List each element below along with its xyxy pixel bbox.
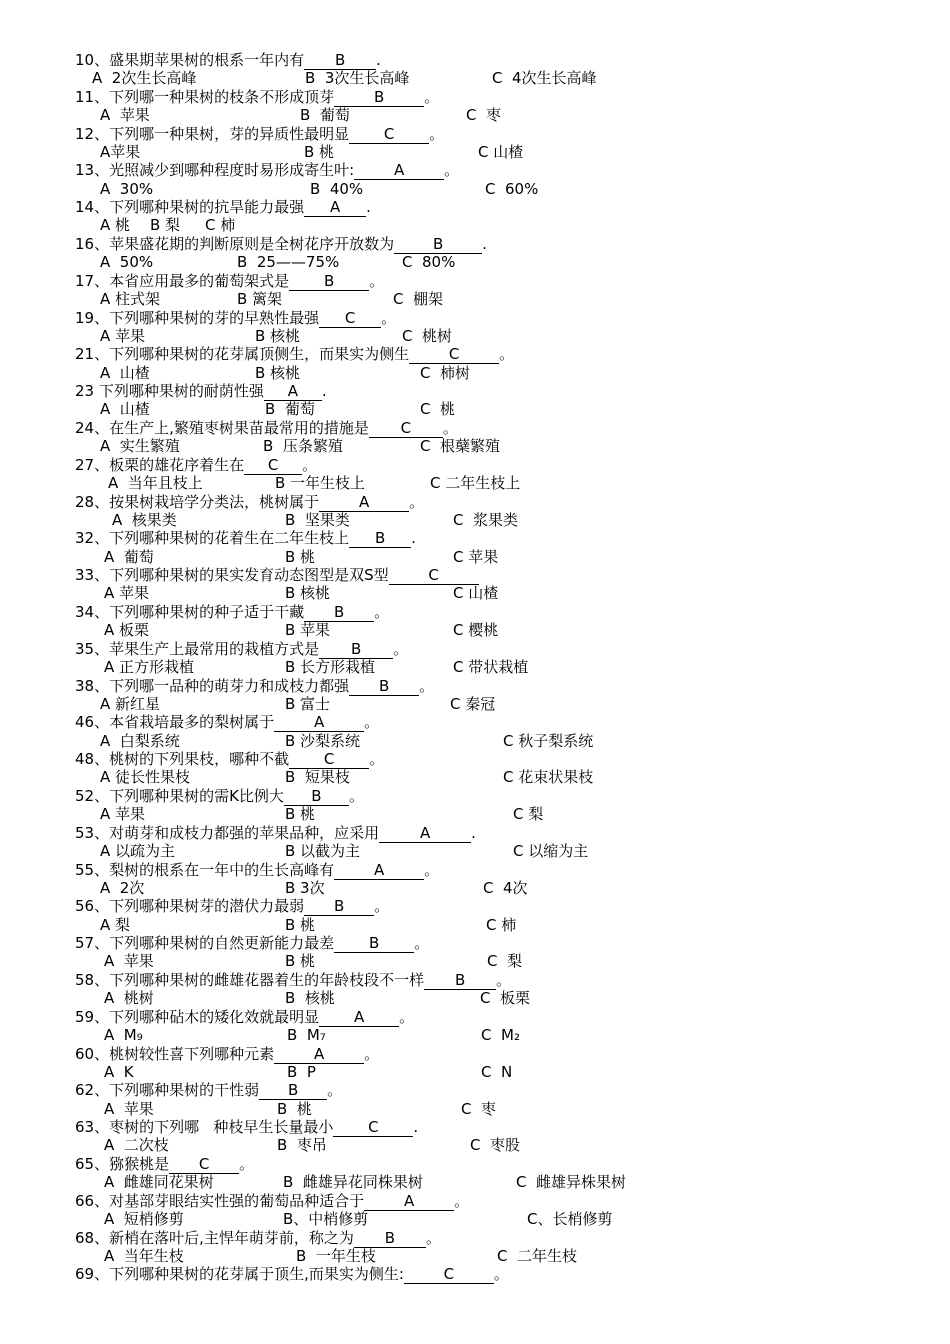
question-line xyxy=(75,272,384,291)
answer-blank: C xyxy=(289,751,369,769)
answer-option: A 二次枝 xyxy=(104,1136,169,1155)
answer-option: A K xyxy=(104,1062,134,1081)
answer-blank: C xyxy=(404,1266,494,1284)
answer-option: B 核桃 xyxy=(255,363,301,382)
question-end-mark: 。 xyxy=(364,1044,380,1063)
answer-option: B 葡萄 xyxy=(300,106,350,124)
answer-option: B 压条繁殖 xyxy=(263,437,343,456)
answer-option: C 梨 xyxy=(513,805,544,824)
question-line xyxy=(75,1118,418,1137)
answer-option: A 当年且枝上 xyxy=(108,474,203,492)
question-stem: 63、枣树的下列哪 种枝早生长量最小 xyxy=(75,1118,334,1137)
answer-option: A 短梢修剪 xyxy=(104,1210,184,1228)
answer-option: C 二年生枝 xyxy=(497,1246,578,1265)
answer-option: C 80% xyxy=(402,253,456,272)
answer-option: B 雌雄异花同株果树 xyxy=(283,1173,423,1192)
answer-blank: B xyxy=(289,273,369,291)
answer-option: B M₇ xyxy=(287,1026,326,1044)
answer-option: A 以疏为主 xyxy=(100,842,176,860)
question-stem: 16、苹果盛花期的判断原则是全树花序开放数为 xyxy=(75,235,395,253)
answer-option: C M₂ xyxy=(481,1026,520,1044)
question-end-mark: 。 xyxy=(369,271,385,290)
answer-blank: A xyxy=(304,199,366,217)
answer-option: B、中梢修剪 xyxy=(283,1210,369,1228)
question-line xyxy=(75,934,429,953)
answer-option: C 4次生长高峰 xyxy=(492,69,597,88)
question-stem: 56、下列哪种果树芽的潜伏力最弱 xyxy=(75,897,305,916)
answer-option: C、长梢修剪 xyxy=(527,1210,613,1228)
question-line xyxy=(75,1155,254,1174)
answer-option: C 苹果 xyxy=(453,547,499,566)
question-stem: 34、下列哪种果树的种子适于干藏 xyxy=(75,603,305,621)
question-stem: 11、下列哪一种果树的枝条不形成顶芽 xyxy=(75,87,335,106)
question-stem: 59、下列哪种砧木的矮化效就最明显 xyxy=(75,1007,320,1026)
answer-option: C 秦冠 xyxy=(450,694,496,713)
answer-option: C 雌雄异株果树 xyxy=(516,1173,627,1192)
answer-blank: B xyxy=(349,678,419,696)
question-end-mark: . xyxy=(413,1118,419,1137)
question-stem: 38、下列哪一品种的萌芽力和成枝力都强 xyxy=(75,676,350,695)
question-end-mark: 。 xyxy=(364,713,380,732)
question-end-mark: 。 xyxy=(409,492,425,511)
answer-option: A 正方形栽植 xyxy=(104,658,195,676)
answer-blank: A xyxy=(354,162,444,180)
answer-option: A 2次生长高峰 xyxy=(92,69,197,88)
question-line xyxy=(75,419,458,438)
question-end-mark: 。 xyxy=(454,1191,470,1210)
question-end-mark: 。 xyxy=(419,676,435,695)
answer-option: A 板栗 xyxy=(104,621,150,640)
question-line xyxy=(75,824,476,843)
question-stem: 62、下列哪种果树的干性弱 xyxy=(75,1081,260,1100)
question-line xyxy=(75,529,416,548)
question-stem: 12、下列哪一种果树，芽的异质性最明显 xyxy=(75,124,350,143)
question-end-mark: 。 xyxy=(442,419,458,437)
question-line xyxy=(75,640,408,659)
question-stem: 69、下列哪种果树的花芽属于顶生,而果实为侧生: xyxy=(75,1265,404,1284)
question-stem: 46、本省栽培最多的梨树属于 xyxy=(75,713,275,732)
question-end-mark: . xyxy=(376,51,381,69)
answer-option: A 2次 xyxy=(100,878,145,897)
question-stem: 14、下列哪种果树的抗旱能力最强 xyxy=(75,198,305,217)
question-line xyxy=(75,861,439,880)
question-end-mark: 。 xyxy=(348,787,364,805)
answer-blank: C xyxy=(333,1119,413,1137)
question-line xyxy=(75,51,381,70)
answer-option: A 苹果 xyxy=(104,584,150,603)
question-stem: 35、苹果生产上最常用的栽植方式是 xyxy=(75,639,320,658)
answer-option: C 梨 xyxy=(487,952,523,971)
answer-option: C N xyxy=(481,1062,513,1081)
answer-option: B 葡萄 xyxy=(265,400,315,419)
answer-blank: A xyxy=(319,494,409,512)
question-line xyxy=(75,125,444,144)
answer-option: B 核桃 xyxy=(285,584,331,603)
answer-blank: C xyxy=(169,1156,239,1174)
question-end-mark: 。 xyxy=(493,1265,509,1284)
answer-blank: B xyxy=(284,788,349,806)
question-end-mark: 。 xyxy=(499,345,515,364)
answer-option: B 核桃 xyxy=(255,326,301,345)
question-stem: 10、盛果期苹果树的根系一年内有 xyxy=(75,51,305,69)
answer-option: B 3次 xyxy=(285,878,325,897)
question-end-mark: . xyxy=(482,235,487,253)
answer-option: B 篱架 xyxy=(237,290,283,308)
question-end-mark: 。 xyxy=(424,87,440,106)
answer-option: A 梨 xyxy=(100,915,131,934)
question-stem: 68、新梢在落叶后,主悍年萌芽前，称之为 xyxy=(75,1228,354,1247)
answer-option: B 25——75% xyxy=(237,253,340,272)
answer-option: C 带状栽植 xyxy=(453,658,529,676)
answer-blank: B xyxy=(304,52,376,70)
answer-option: C 以缩为主 xyxy=(513,842,589,860)
question-end-mark: 。 xyxy=(327,1081,343,1100)
answer-blank: A xyxy=(264,383,322,401)
answer-option: A 苹果 xyxy=(100,326,146,345)
answer-option: A 柱式架 xyxy=(100,290,161,308)
answer-option: A 桃 xyxy=(100,216,131,235)
question-line xyxy=(75,88,439,107)
answer-blank: B xyxy=(319,641,393,659)
question-line xyxy=(75,1008,414,1027)
question-end-mark: . xyxy=(411,529,416,548)
question-stem: 24、在生产上,繁殖枣树果苗最常用的措施是 xyxy=(75,419,369,437)
answer-blank: B xyxy=(259,1082,327,1100)
answer-option: B P xyxy=(287,1062,316,1081)
answer-option: A 当年生枝 xyxy=(104,1246,184,1265)
question-line xyxy=(75,309,396,328)
answer-option: B 桃 xyxy=(285,805,316,824)
question-line xyxy=(75,1192,469,1211)
answer-option: C 60% xyxy=(485,179,539,198)
answer-option: B 长方形栽植 xyxy=(285,658,376,676)
question-end-mark: 。 xyxy=(381,308,397,327)
question-stem: 65、猕猴桃是 xyxy=(75,1155,170,1173)
question-end-mark: 。 xyxy=(496,971,512,989)
question-end-mark: 。 xyxy=(302,455,318,474)
answer-blank: B xyxy=(424,972,496,990)
answer-blank: A xyxy=(364,1193,454,1211)
answer-option: A 苹果 xyxy=(100,805,146,824)
answer-option: C 4次 xyxy=(483,878,528,897)
answer-blank: A xyxy=(319,1009,399,1027)
question-line xyxy=(75,382,327,401)
question-stem: 48、桃树的下列果枝，哪种不截 xyxy=(75,750,290,769)
answer-blank: B xyxy=(334,89,424,107)
answer-option: A 新红星 xyxy=(100,694,161,713)
answer-blank: A xyxy=(379,825,471,843)
answer-option: C 柿 xyxy=(486,915,517,934)
question-line xyxy=(75,161,459,180)
answer-option: B 桃 xyxy=(285,915,316,934)
answer-option: C 枣股 xyxy=(470,1136,521,1155)
question-stem: 32、下列哪种果树的花着生在二年生枝上 xyxy=(75,529,350,548)
answer-option: A 30% xyxy=(100,179,154,198)
question-line xyxy=(75,456,317,475)
question-stem: 33、下列哪种果树的果实发育动态图型是双S型 xyxy=(75,566,389,585)
answer-blank: C xyxy=(409,346,499,364)
answer-option: C 柿 xyxy=(205,216,236,235)
answer-blank: B xyxy=(304,898,374,916)
answer-option: C 二年生枝上 xyxy=(430,474,521,492)
answer-option: B 坚果类 xyxy=(285,510,350,529)
answer-blank: B xyxy=(354,1230,426,1248)
answer-option: B 苹果 xyxy=(285,621,331,640)
question-stem: 13、光照减少到哪种程度时易形成寄生叶: xyxy=(75,161,355,180)
answer-option: B 桃 xyxy=(285,547,316,566)
answer-option: C 枣 xyxy=(466,106,502,124)
question-line xyxy=(75,1045,379,1064)
answer-option: A 苹果 xyxy=(104,1099,154,1118)
question-stem: 55、梨树的根系在一年中的生长高峰有 xyxy=(75,860,335,879)
question-end-mark: 。 xyxy=(399,1007,415,1026)
question-end-mark: . xyxy=(366,198,371,217)
question-end-mark: 。 xyxy=(393,639,409,658)
answer-option: A 实生繁殖 xyxy=(100,437,180,456)
question-stem: 17、本省应用最多的葡萄架式是 xyxy=(75,271,290,290)
answer-blank: C xyxy=(244,457,302,475)
answer-option: A 白梨系统 xyxy=(100,731,180,750)
question-end-mark: 。 xyxy=(239,1155,255,1173)
answer-blank: A xyxy=(274,1046,364,1064)
question-stem: 21、下列哪种果树的花芽属顶侧生，而果实为侧生 xyxy=(75,345,410,364)
question-end-mark: 。 xyxy=(425,1228,441,1247)
answer-option: B 一年生枝 xyxy=(296,1246,376,1265)
question-end-mark: 。 xyxy=(374,897,390,916)
question-line xyxy=(75,493,424,512)
question-stem: 27、板栗的雄花序着生在 xyxy=(75,455,245,474)
question-stem: 58、下列哪种果树的雌雄花器着生的年龄枝段不一样 xyxy=(75,971,425,989)
question-line xyxy=(75,198,371,217)
question-end-mark: 。 xyxy=(374,603,390,621)
answer-option: C 樱桃 xyxy=(453,621,499,640)
answer-option: C 山楂 xyxy=(478,142,524,161)
answer-option: B 桃 xyxy=(285,952,316,971)
answer-option: C 棚架 xyxy=(393,290,444,308)
answer-blank: C xyxy=(349,126,429,144)
question-line xyxy=(75,1265,509,1284)
answer-option: C 板栗 xyxy=(480,989,531,1008)
answer-option: A 苹果 xyxy=(100,106,150,124)
answer-blank: C xyxy=(319,310,381,328)
answer-option: A 山楂 xyxy=(100,363,150,382)
question-stem: 19、下列哪种果树的芽的早熟性最强 xyxy=(75,308,320,327)
question-end-mark: . xyxy=(321,382,327,401)
question-line xyxy=(75,787,364,806)
answer-option: A苹果 xyxy=(100,142,141,161)
answer-option: B 桃 xyxy=(304,142,335,161)
answer-option: C 柿树 xyxy=(420,363,471,382)
question-stem: 60、桃树较性喜下列哪种元素 xyxy=(75,1044,275,1063)
answer-option: B 富士 xyxy=(285,694,331,713)
answer-option: B 枣吊 xyxy=(277,1136,327,1155)
question-stem: 66、对基部芽眼结实性强的葡萄品种适合于 xyxy=(75,1191,365,1210)
question-line xyxy=(75,1229,441,1248)
answer-option: A 50% xyxy=(100,253,154,272)
answer-option: A 山楂 xyxy=(100,400,150,419)
answer-blank: B xyxy=(349,530,411,548)
question-line xyxy=(75,677,434,696)
answer-option: C 花束状果枝 xyxy=(503,768,594,787)
answer-option: C 根蘖繁殖 xyxy=(420,437,501,456)
answer-option: C 浆果类 xyxy=(453,510,519,529)
answer-option: B 一年生枝上 xyxy=(275,474,366,492)
answer-blank: B xyxy=(304,604,374,622)
answer-blank: C xyxy=(369,420,443,438)
answer-blank: B xyxy=(394,236,482,254)
question-line xyxy=(75,1081,342,1100)
question-line xyxy=(75,713,379,732)
answer-option: B 核桃 xyxy=(285,989,335,1008)
question-stem: 57、下列哪种果树的自然更新能力最差 xyxy=(75,934,335,953)
answer-option: C 秋子梨系统 xyxy=(503,731,594,750)
answer-option: A 苹果 xyxy=(104,952,154,971)
question-end-mark: 。 xyxy=(429,124,445,143)
question-line xyxy=(75,566,479,585)
question-stem: 23 下列哪种果树的耐荫性强 xyxy=(75,382,264,401)
question-stem: 53、对萌芽和成枝力都强的苹果品种，应采用 xyxy=(75,823,380,842)
answer-option: A 徒长性果枝 xyxy=(100,768,191,787)
answer-blank: B xyxy=(334,935,414,953)
answer-option: C 桃树 xyxy=(402,326,453,345)
answer-option: A 雌雄同花果树 xyxy=(104,1173,214,1192)
answer-option: A 桃树 xyxy=(104,989,154,1008)
question-line xyxy=(75,750,384,769)
answer-blank: A xyxy=(334,862,424,880)
question-stem: 28、按果树栽培学分类法，桃树属于 xyxy=(75,492,320,511)
answer-blank: C xyxy=(389,567,479,585)
answer-option: B 桃 xyxy=(277,1099,312,1118)
answer-option: B 短果枝 xyxy=(285,768,350,787)
answer-option: B 沙梨系统 xyxy=(285,731,361,750)
question-line xyxy=(75,345,514,364)
answer-option: B 40% xyxy=(310,179,364,198)
question-line xyxy=(75,897,389,916)
answer-option: C 桃 xyxy=(420,400,456,419)
answer-option: A 葡萄 xyxy=(104,547,154,566)
answer-blank: A xyxy=(274,714,364,732)
question-line xyxy=(75,971,511,990)
answer-option: B 梨 xyxy=(150,216,181,235)
question-stem: 52、下列哪种果树的需K比例大 xyxy=(75,787,284,805)
question-end-mark: . xyxy=(471,823,476,842)
answer-option: C 山楂 xyxy=(453,584,499,603)
question-end-mark: 。 xyxy=(444,161,460,180)
answer-option: A M₉ xyxy=(104,1026,143,1044)
question-end-mark: 。 xyxy=(424,860,440,879)
answer-option: C 枣 xyxy=(461,1099,497,1118)
question-line xyxy=(75,603,389,622)
answer-option: A 核果类 xyxy=(112,510,177,529)
question-line xyxy=(75,235,487,254)
question-end-mark: 。 xyxy=(369,750,385,769)
answer-option: B 3次生长高峰 xyxy=(305,69,410,88)
answer-option: B 以截为主 xyxy=(285,842,361,860)
question-end-mark: 。 xyxy=(414,934,430,953)
